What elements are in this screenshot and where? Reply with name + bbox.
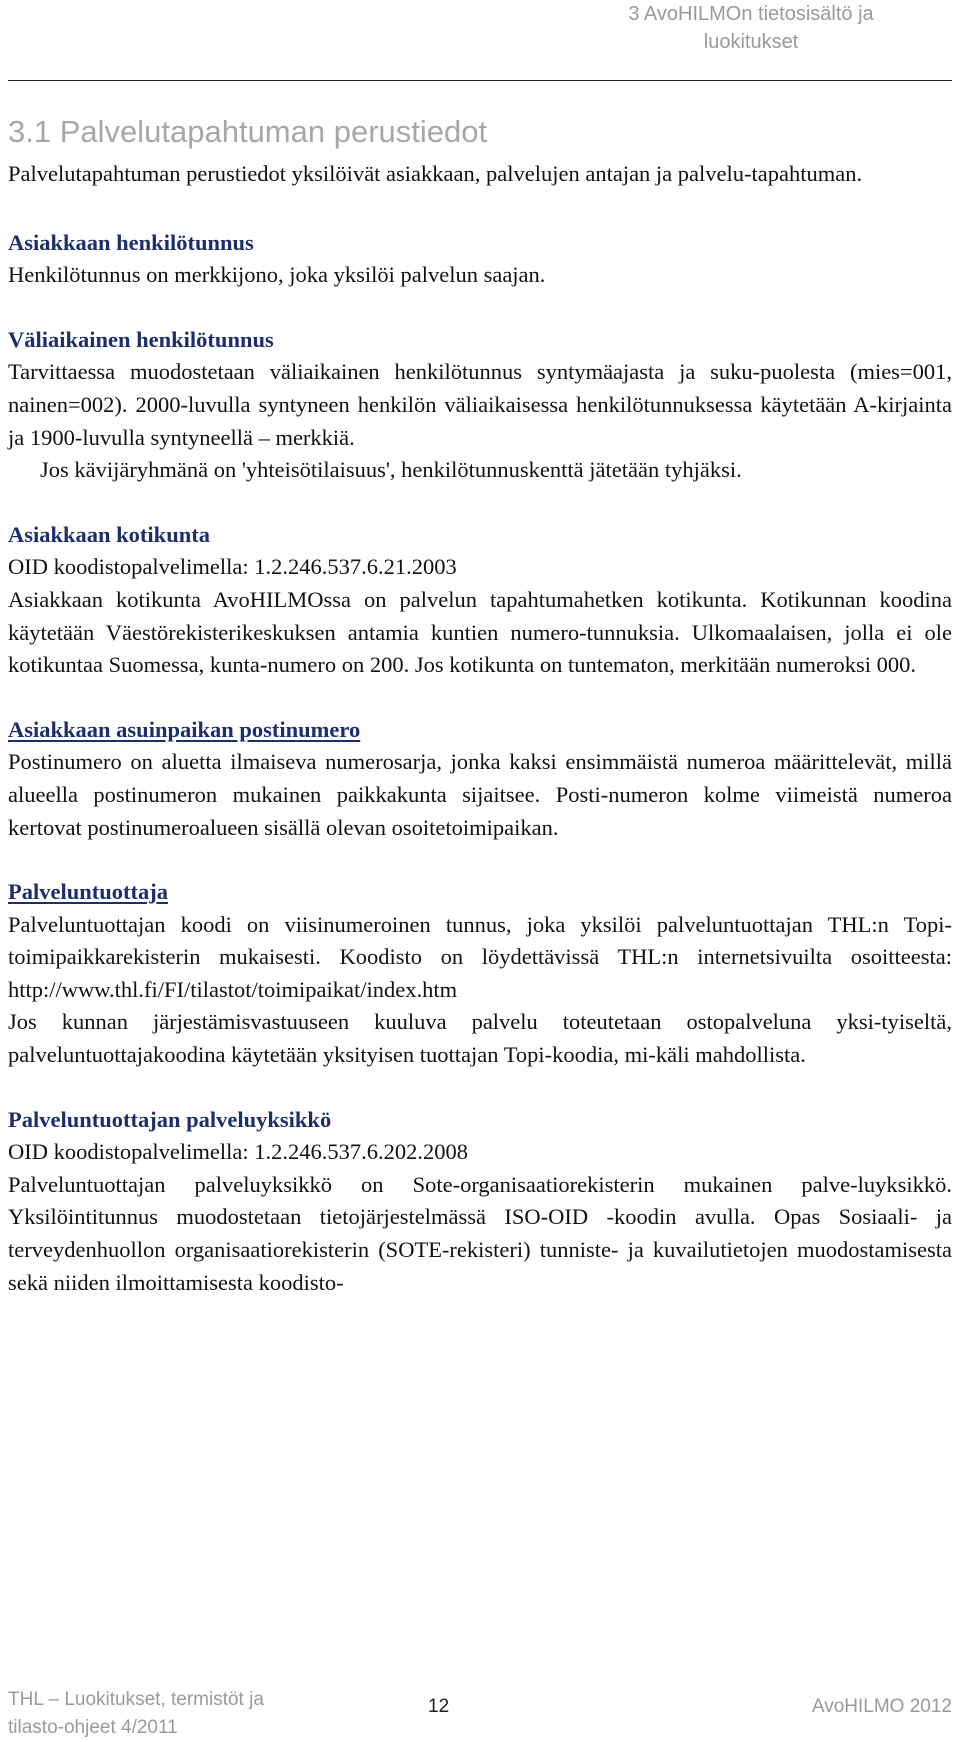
text-kotikunta: Asiakkaan kotikunta AvoHILMOssa on palvelun tapahtumahetken kotikunta. Kotikunnan koodina käytetään Väestörekisterikeskuksen antamia kuntien numero-tunnuksia. Ulkomaalaisen, jolla ei ole kotikuntaa Suomessa, kunta-numero on 200. Jos kotikunta on tuntematon, merkitään numeroksi 000. — [8, 586, 952, 678]
running-header-line2: luokitukset — [703, 31, 799, 53]
text-henkilotunnus: Henkilötunnus on merkkijono, joka yksilöi palvelun saajan. — [8, 262, 546, 288]
heading-palveluyksikko: Palveluntuottajan palveluyksikkö — [8, 1106, 332, 1132]
document-body — [8, 158, 952, 1299]
section-intro: Palvelutapahtuman perustiedot yksilöivät asiakkaan, palvelujen antajan ja palvelu-tapahtuman. — [8, 161, 863, 186]
text-postinumero: Postinumero on aluetta ilmaiseva numerosarja, jonka kaksi ensimmäistä numeroa määrittelevät, millä alueella postinumeron mukainen paikkakunta sijaitsee. Posti-numeron kolme viimeistä numeroa kertovat postinumeroalueen sisällä olevan osoitetoimipaikan. — [8, 749, 952, 840]
oid-kotikunta: OID koodistopalvelimella: 1.2.246.537.6.21.2003 — [8, 554, 457, 580]
heading-kotikunta: Asiakkaan kotikunta — [8, 521, 210, 547]
page-footer — [8, 1686, 952, 1742]
footer-publication-line1: THL – Luokitukset, termistöt ja — [8, 1689, 264, 1710]
text-palveluntuottaja: Palveluntuottajan koodi on viisinumeroinen tunnus, joka yksilöi palveluntuottajan THL:n Topi-toimipaikkarekisterin mukaisesti. Koodisto on löydettävissä THL:n internetsivuilta osoitteesta: http://www.thl.fi/FI/tilastot/toimipaikat/index.htm — [8, 911, 952, 1002]
footer-publication — [8, 1686, 264, 1742]
note-valiaikainen: Jos kävijäryhmänä on 'yhteisötilaisuus', henkilötunnuskenttä jätetään tyhjäksi. — [40, 457, 742, 483]
heading-palveluntuottaja: Palveluntuottaja — [8, 879, 168, 905]
header-rule — [8, 80, 952, 81]
text-valiaikainen: Tarvittaessa muodostetaan väliaikainen henkilötunnus syntymäajasta ja suku-puolesta (mies=001, nainen=002). 2000-luvulla syntyneen henkilön väliaikaisessa henkilötunnuksessa käytetään A-kirjainta ja 1900-luvulla syntyneellä – merkkiä. — [8, 359, 952, 450]
running-header — [586, 0, 916, 56]
heading-postinumero: Asiakkaan asuinpaikan postinumero — [8, 716, 361, 742]
page-number: 12 — [428, 1696, 450, 1717]
heading-henkilotunnus: Asiakkaan henkilötunnus — [8, 229, 254, 255]
footer-document-name: AvoHILMO 2012 — [811, 1696, 952, 1717]
oid-palveluyksikko: OID koodistopalvelimella: 1.2.246.537.6.202.2008 — [8, 1139, 468, 1165]
running-header-line1: 3 AvoHILMOn tietosisältö ja — [628, 3, 874, 25]
text-palveluyksikko: Palveluntuottajan palveluyksikkö on Sote-organisaatiorekisterin mukainen palve-luyksikkö. Yksilöintitunnus muodostetaan tietojärjestelmässä ISO-OID -koodin avulla. Opas Sosiaali- ja terveydenhuollon organisaatiorekisterin (SOTE-rekisteri) tunniste- ja kuvailutietojen muodostamisesta sekä niiden ilmoittamisesta koodisto- — [8, 1171, 952, 1295]
heading-valiaikainen: Väliaikainen henkilötunnus — [8, 326, 274, 352]
section-title: 3.1 Palvelutapahtuman perustiedot — [8, 114, 488, 149]
text-palveluntuottaja-2: Jos kunnan järjestämisvastuuseen kuuluva palvelu toteutetaan ostopalveluna yksi-tyiseltä, palveluntuottajakoodina käytetään yksityisen tuottajan Topi-koodia, mi-käli mahdollista. — [8, 1009, 952, 1068]
footer-publication-line2: tilasto-ohjeet 4/2011 — [8, 1717, 178, 1738]
